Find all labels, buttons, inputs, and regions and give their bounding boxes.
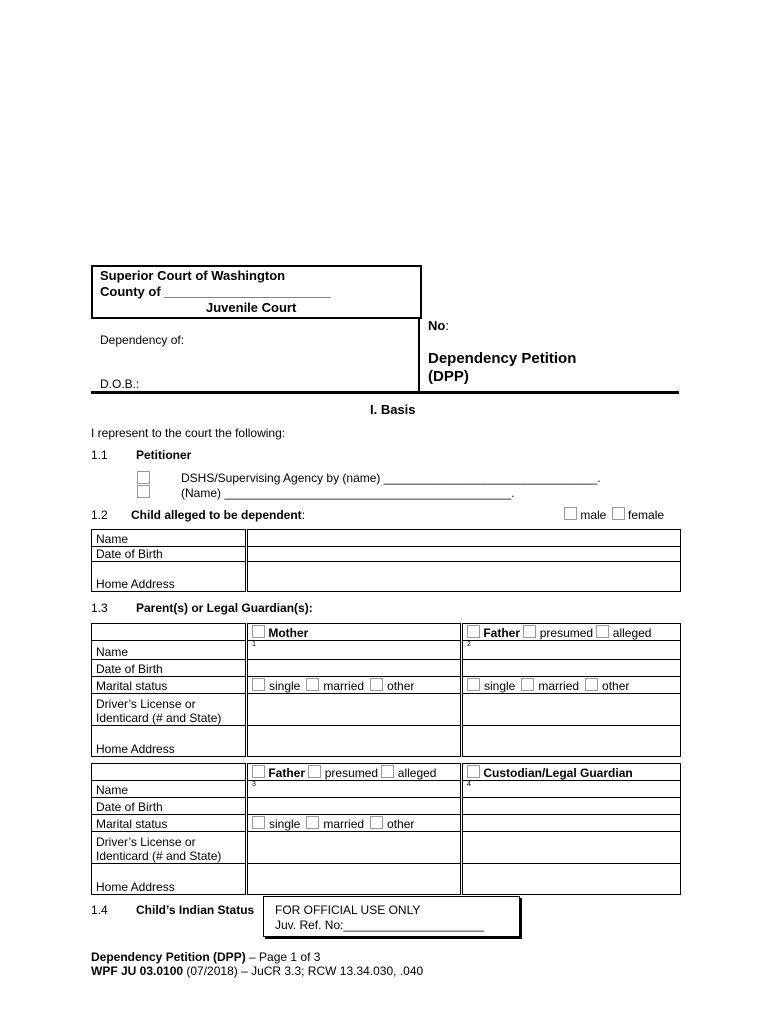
dob-row-label: Date of Birth — [92, 660, 247, 677]
footer-citation: (07/2018) – JuCR 3.3; RCW 13.34.030, .040 — [183, 964, 424, 978]
footer-page-number: – Page 1 of 3 — [245, 950, 321, 964]
custodian-license-field[interactable] — [462, 832, 681, 864]
mother-address-field[interactable] — [247, 726, 462, 757]
father-name-field[interactable] — [462, 641, 681, 660]
para-1-3-title: Parent(s) or Legal Guardian(s): — [136, 601, 313, 615]
father2-checkbox[interactable] — [252, 765, 265, 778]
mother-dob-field[interactable] — [247, 660, 462, 677]
court-name: Superior Court of Washington — [100, 268, 286, 283]
father2-license-field[interactable] — [247, 832, 462, 864]
father2-other-checkbox[interactable] — [370, 816, 383, 829]
mother-other-checkbox[interactable] — [370, 678, 383, 691]
county-line: County of _______________________ — [100, 284, 331, 299]
other-label: other — [387, 817, 415, 831]
female-checkbox[interactable] — [612, 507, 625, 520]
father2-label: Father — [268, 765, 306, 780]
dependency-of-label: Dependency of: — [100, 333, 185, 347]
home-address-label: Home Address — [92, 864, 247, 895]
document-title-abbr: (DPP) — [428, 368, 469, 385]
custodian-marital-status-field[interactable] — [462, 815, 681, 832]
father-column-header — [462, 624, 681, 641]
father-alleged-checkbox[interactable] — [596, 625, 609, 638]
alleged-label: alleged — [397, 765, 437, 780]
petitioner-name-checkbox[interactable] — [137, 485, 150, 498]
child-name-label: Name — [92, 530, 247, 547]
petitioner-name-line: (Name) ___________________________________________. — [181, 486, 515, 500]
father2-name-field[interactable] — [247, 781, 462, 798]
father2-marital-status — [247, 815, 462, 832]
para-1-1-title: Petitioner — [136, 448, 192, 462]
name-label: Name — [92, 781, 247, 798]
official-use-box — [263, 896, 520, 937]
mother-license-field[interactable] — [247, 694, 462, 726]
section-heading: I. Basis — [370, 402, 416, 417]
license-label-line2: Identicard (# and State) — [96, 849, 222, 863]
marital-status-label: Marital status — [92, 815, 247, 832]
mother-single-checkbox[interactable] — [252, 678, 265, 691]
custodian-checkbox[interactable] — [467, 765, 480, 778]
father-address-field[interactable] — [462, 726, 681, 757]
mother-checkbox[interactable] — [252, 625, 265, 638]
single-label: single — [269, 679, 301, 693]
female-label: female — [628, 508, 665, 522]
father2-alleged-checkbox[interactable] — [381, 765, 394, 778]
child-address-field[interactable] — [247, 562, 681, 592]
footer-line-1 — [91, 950, 320, 964]
para-1-4-number: 1.4 — [91, 903, 108, 917]
father-marital-status — [462, 677, 681, 694]
father2-address-field[interactable] — [247, 864, 462, 895]
mother-marital-status — [247, 677, 462, 694]
married-label: married — [538, 679, 580, 693]
footer-line-2 — [91, 964, 423, 978]
child-address-label: Home Address — [92, 562, 247, 592]
license-label-line2: Identicard (# and State) — [96, 711, 222, 725]
father-married-checkbox[interactable] — [521, 678, 534, 691]
father2-dob-field[interactable] — [247, 798, 462, 815]
intro-text: I represent to the court the following: — [91, 426, 286, 440]
presumed-label: presumed — [324, 765, 379, 780]
custodian-column-header — [462, 764, 681, 781]
caption-bottom-rule — [91, 391, 679, 394]
custodian-dob-field[interactable] — [462, 798, 681, 815]
presumed-label: presumed — [539, 625, 594, 640]
footer-form-number: WPF JU 03.0100 — [91, 964, 184, 978]
footnote-2: 2 — [467, 641, 471, 648]
mother-label: Mother — [268, 625, 309, 640]
footnote-3: 3 — [252, 781, 256, 788]
license-label-line1: Driver’s License or — [96, 697, 196, 711]
mother-name-field[interactable] — [247, 641, 462, 660]
case-number-field — [428, 318, 449, 333]
juv-ref-number-line: Juv. Ref. No:_____________________ — [275, 918, 484, 932]
parents-table-1 — [91, 623, 681, 757]
father-dob-field[interactable] — [462, 660, 681, 677]
father-single-checkbox[interactable] — [467, 678, 480, 691]
footer-form-title: Dependency Petition (DPP) — [91, 950, 246, 964]
male-checkbox[interactable] — [564, 507, 577, 520]
name-label: Name — [92, 641, 247, 660]
father2-presumed-checkbox[interactable] — [308, 765, 321, 778]
license-label — [92, 694, 247, 726]
married-label: married — [323, 817, 365, 831]
mother-married-checkbox[interactable] — [306, 678, 319, 691]
para-1-3-number: 1.3 — [91, 601, 108, 615]
license-label-line1: Driver’s License or — [96, 835, 196, 849]
child-name-field[interactable] — [247, 530, 681, 547]
caption-vertical-rule — [418, 317, 420, 392]
petitioner-dshs-line: DSHS/Supervising Agency by (name) ________________________________. — [181, 471, 601, 485]
footnote-4: 4 — [467, 781, 471, 788]
para-1-2-colon: : — [301, 508, 306, 522]
case-number-colon: : — [445, 318, 449, 333]
dob-row-label: Date of Birth — [92, 798, 247, 815]
other-label: other — [387, 679, 415, 693]
para-1-1-number: 1.1 — [91, 448, 108, 462]
child-sex-options — [564, 507, 664, 522]
child-dob-label: Date of Birth — [92, 547, 247, 562]
father-presumed-checkbox[interactable] — [523, 625, 536, 638]
official-use-title: FOR OFFICIAL USE ONLY — [275, 903, 421, 917]
home-address-label: Home Address — [92, 726, 247, 757]
other-label: other — [602, 679, 630, 693]
father-label: Father — [483, 625, 521, 640]
father2-single-checkbox[interactable] — [252, 816, 265, 829]
para-1-2-title: Child alleged to be dependent — [131, 508, 302, 522]
custodian-label: Custodian/Legal Guardian — [483, 765, 633, 780]
mother-column-header — [247, 624, 462, 641]
custodian-name-field[interactable] — [462, 781, 681, 798]
custodian-address-field[interactable] — [462, 864, 681, 895]
father-other-checkbox[interactable] — [585, 678, 598, 691]
male-label: male — [580, 508, 607, 522]
father2-married-checkbox[interactable] — [306, 816, 319, 829]
petitioner-dshs-checkbox[interactable] — [137, 471, 150, 484]
child-dob-field[interactable] — [247, 547, 681, 562]
para-1-2-number: 1.2 — [91, 508, 108, 522]
child-info-table — [91, 529, 681, 592]
father-license-field[interactable] — [462, 694, 681, 726]
father2-column-header — [247, 764, 462, 781]
single-label: single — [484, 679, 516, 693]
married-label: married — [323, 679, 365, 693]
parents-table-2 — [91, 763, 681, 895]
father-checkbox[interactable] — [467, 625, 480, 638]
dob-label: D.O.B.: — [100, 377, 140, 391]
marital-status-label: Marital status — [92, 677, 247, 694]
juvenile-court-label: Juvenile Court — [206, 300, 297, 315]
alleged-label: alleged — [612, 625, 652, 640]
case-number-label: No — [428, 318, 446, 333]
para-1-2-heading — [131, 508, 305, 522]
document-title: Dependency Petition — [428, 350, 577, 367]
para-1-4-title: Child’s Indian Status — [136, 903, 255, 917]
footnote-1: 1 — [252, 641, 256, 648]
license-label — [92, 832, 247, 864]
single-label: single — [269, 817, 301, 831]
